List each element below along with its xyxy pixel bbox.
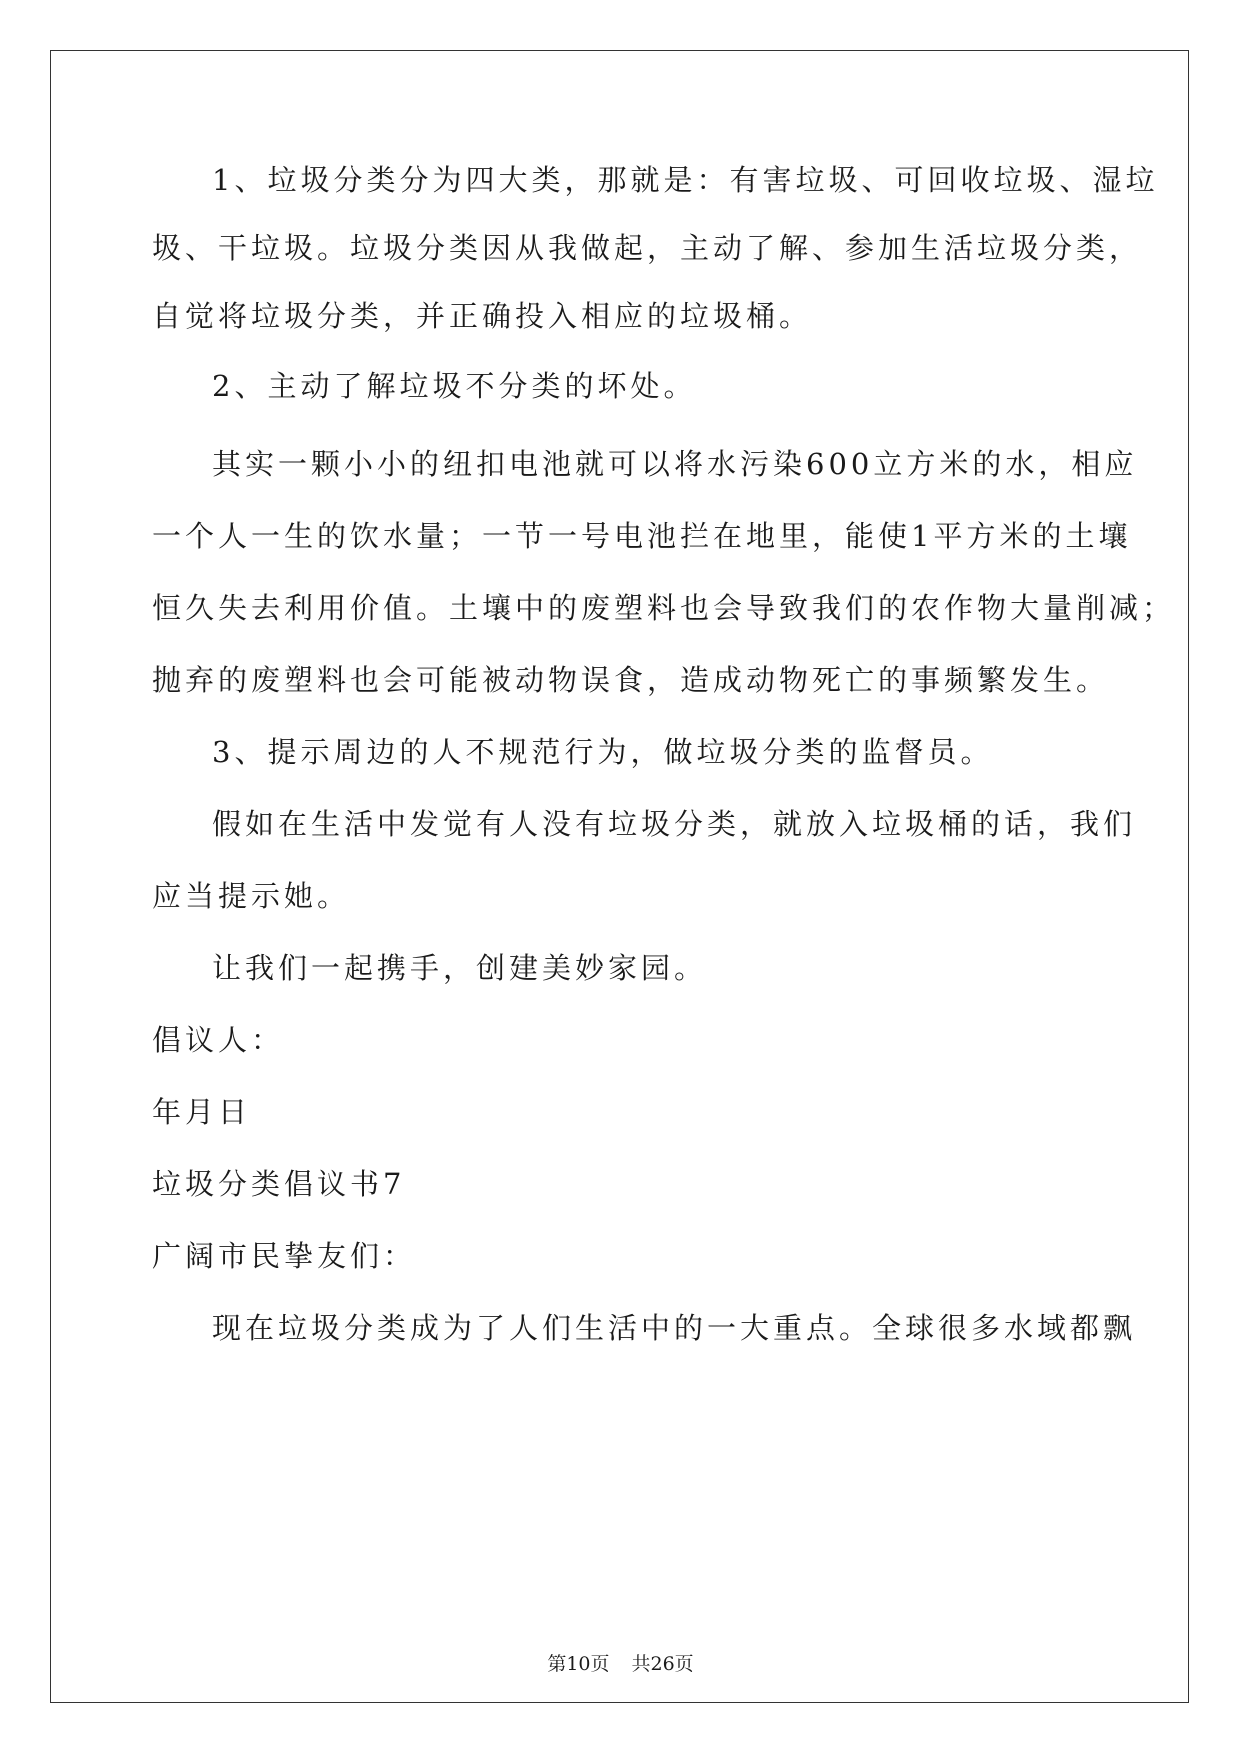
paragraph-line: 假如在生活中发觉有人没有垃圾分类，就放入垃圾桶的话，我们: [212, 807, 1137, 841]
paragraph-line: 2、主动了解垃圾不分类的坏处。: [212, 369, 697, 403]
paragraph-line: 圾、干垃圾。垃圾分类因从我做起，主动了解、参加生活垃圾分类，: [152, 231, 1143, 265]
paragraph-line: 其实一颗小小的纽扣电池就可以将水污染600立方米的水，相应: [212, 447, 1138, 481]
paragraph-line: 抛弃的废塑料也会可能被动物误食，造成动物死亡的事频繁发生。: [152, 663, 1110, 697]
paragraph-line: 1、垃圾分类分为四大类，那就是：有害垃圾、可回收垃圾、湿垃: [212, 163, 1159, 197]
page-footer: [0, 1652, 1241, 1676]
paragraph-line: 应当提示她。: [152, 879, 351, 913]
paragraph-line: 3、提示周边的人不规范行为，做垃圾分类的监督员。: [212, 735, 994, 769]
total-pages: 共26页: [631, 1653, 694, 1675]
paragraph-line: 一个人一生的饮水量；一节一号电池拦在地里，能使1平方米的土壤: [152, 519, 1132, 553]
page-number: 第10页: [547, 1653, 610, 1675]
paragraph-line: 现在垃圾分类成为了人们生活中的一大重点。全球很多水域都飘: [212, 1311, 1137, 1345]
salutation: 广阔市民挚友们：: [152, 1239, 417, 1273]
section-title: 垃圾分类倡议书7: [152, 1167, 406, 1201]
paragraph-line: 自觉将垃圾分类，并正确投入相应的垃圾桶。: [152, 299, 813, 333]
date-line: 年月日: [152, 1095, 252, 1129]
paragraph-line: 让我们一起携手，创建美妙家园。: [212, 951, 708, 985]
paragraph-line: 恒久失去利用价值。土壤中的废塑料也会导致我们的农作物大量削减；: [152, 591, 1176, 625]
signature-label: 倡议人：: [152, 1023, 285, 1057]
